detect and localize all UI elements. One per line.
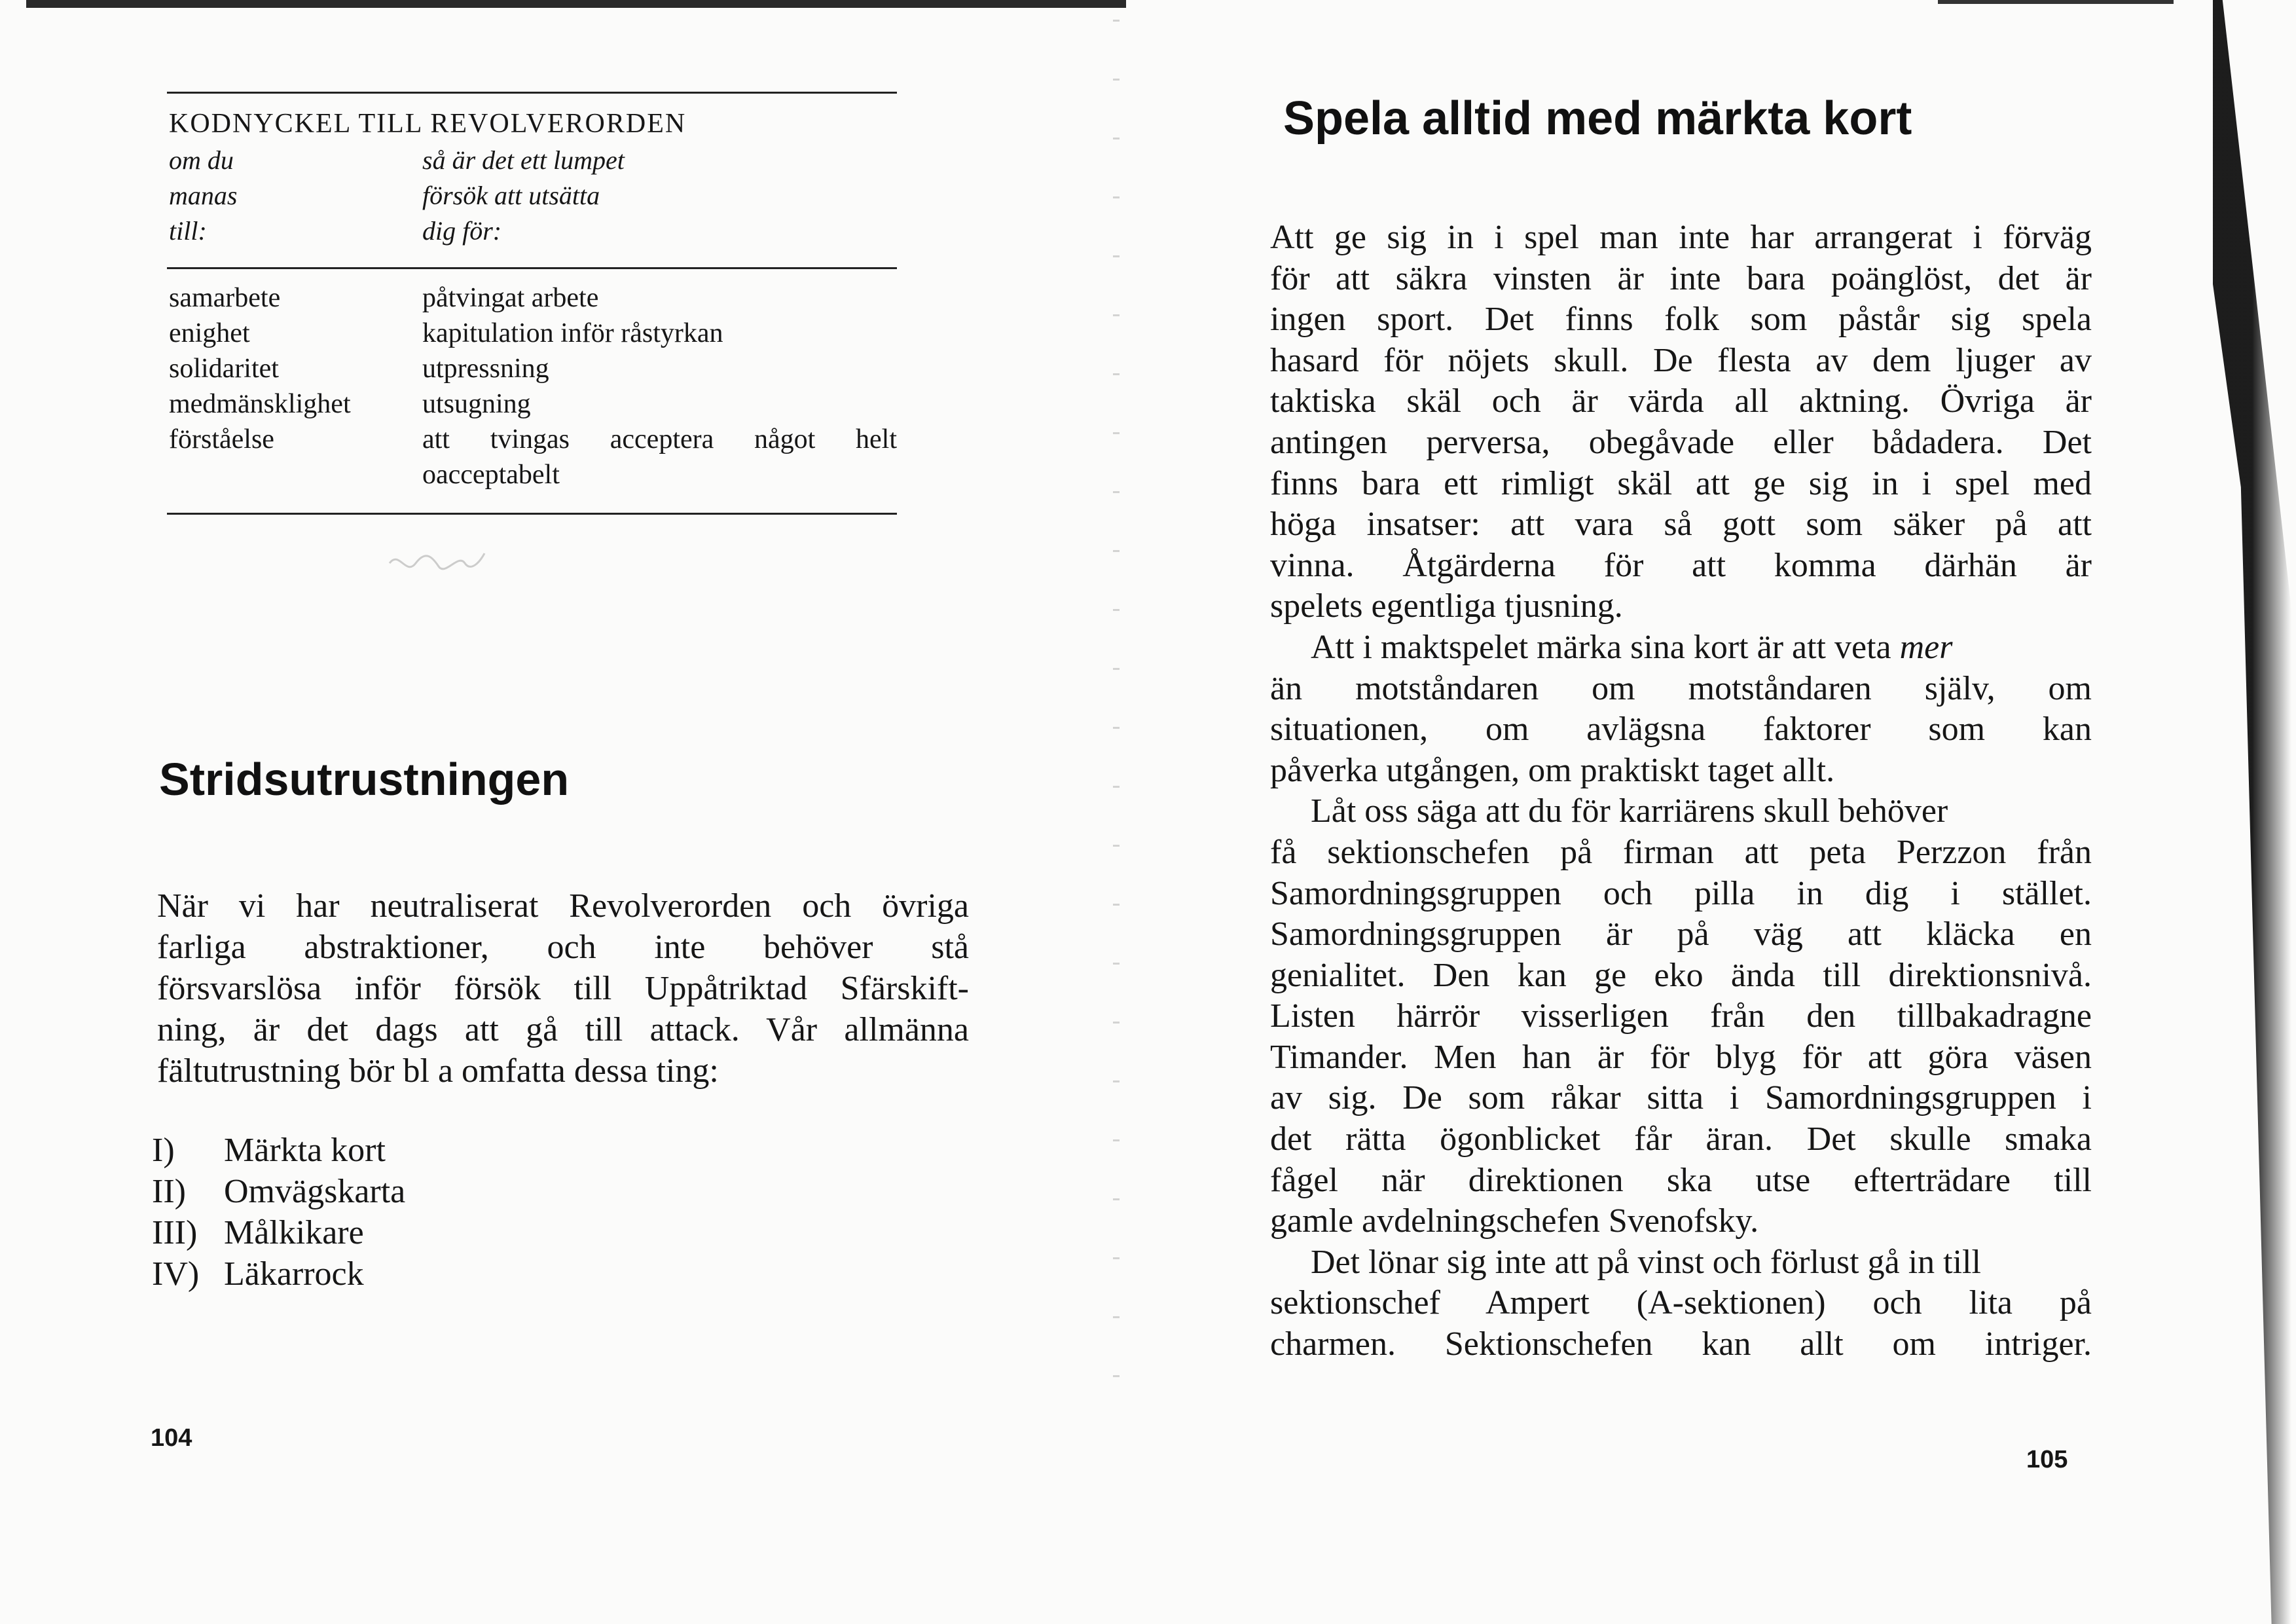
page-number-left: 104: [151, 1424, 192, 1452]
text-line: taktiska skäl och är värda all aktning. Övriga är: [1270, 382, 2092, 420]
list-number: I): [152, 1132, 175, 1169]
header-cell: till:: [169, 216, 207, 246]
table-cell: solidaritet: [169, 354, 279, 384]
text-line: det rätta ögonblicket får äran. Det skulle smaka: [1270, 1120, 2092, 1158]
key-table-header-col2: [422, 143, 625, 249]
text-line: Det lönar sig inte att på vinst och förlust gå in till: [1311, 1243, 1981, 1281]
intro-paragraph: [157, 885, 969, 1092]
text-line: sektionschef Ampert (A-sektionen) och lita på: [1270, 1284, 2092, 1322]
text-line: fågel när direktionen ska utse efterträdare till: [1270, 1161, 2092, 1199]
table-rule-middle: [167, 267, 897, 269]
chapter-heading: Spela alltid med märkta kort: [1283, 92, 1912, 145]
text-line: situationen, om avlägsna faktorer som kan: [1270, 710, 2092, 748]
list-number: III): [152, 1214, 198, 1251]
table-cell: kapitulation inför råstyrkan: [422, 318, 723, 348]
text-span: Att i maktspelet märka sina kort är att veta: [1311, 628, 1891, 666]
table-rule-bottom: [167, 513, 897, 515]
key-table-title: KODNYCKEL TILL REVOLVERORDEN: [169, 109, 687, 139]
right-body-text: [1270, 217, 2092, 1365]
text-line: Att ge sig in i spel man inte har arrangerat i förväg: [1270, 219, 2092, 256]
table-cell: medmänsklighet: [169, 389, 351, 419]
text-line: finns bara ett rimligt skäl att ge sig in i spel med: [1270, 464, 2092, 502]
page-number-right: 105: [2026, 1446, 2068, 1473]
text-line: få sektionschefen på firman att peta Perzzon från: [1270, 833, 2092, 871]
header-cell: om du: [169, 145, 234, 175]
text-line: ingen sport. Det finns folk som påstår sig spela: [1270, 301, 2092, 339]
text-line: Samordningsgruppen och pilla in dig i stället.: [1270, 874, 2092, 912]
text-line: gamle avdelningschefen Svenofsky.: [1270, 1202, 1759, 1240]
header-cell: dig för:: [422, 216, 502, 246]
table-cell: att tvingas acceptera något helt: [422, 424, 897, 454]
table-cell: påtvingat arbete: [422, 283, 599, 313]
section-heading: Stridsutrustningen: [159, 754, 570, 805]
table-cell: utpressning: [422, 354, 549, 384]
text-line: fältutrustning bör bl a omfatta dessa ting:: [157, 1052, 719, 1090]
list-number: IV): [152, 1255, 200, 1293]
text-line: farliga abstraktioner, och inte behöver stå: [157, 929, 969, 966]
text-line: försvarslösa inför försök till Uppåtriktad Sfärskift-: [157, 970, 969, 1007]
text-line: [1270, 627, 2092, 669]
key-table-col1: [169, 280, 351, 457]
table-rule-top: [167, 92, 897, 94]
text-line: genialitet. Den kan ge eko ända till direktionsnivå.: [1270, 956, 2092, 994]
text-line: Listen härrör visserligen från den tillbakadragne: [1270, 997, 2092, 1035]
table-cell: samarbete: [169, 283, 281, 313]
text-line: spelets egentliga tjusning.: [1270, 587, 1623, 625]
key-table-col2: [422, 280, 897, 492]
text-line: När vi har neutraliserat Revolverorden och övriga: [157, 887, 969, 925]
text-line: än motståndaren om motståndaren själv, om: [1270, 669, 2092, 707]
scan-edge-top-right: [1938, 0, 2174, 4]
text-line: för att säkra vinsten är inte bara poänglöst, det är: [1270, 259, 2092, 297]
pencil-scribble: [386, 544, 491, 583]
header-cell: manas: [169, 181, 238, 210]
list-label: Läkarrock: [224, 1255, 364, 1293]
text-line: Timander. Men han är för blyg för att göra väsen: [1270, 1038, 2092, 1076]
text-line: Samordningsgruppen är på väg att kläcka en: [1270, 915, 2092, 953]
list-label: Märkta kort: [224, 1132, 386, 1169]
italic-word: mer: [1899, 628, 1953, 666]
binding-shadow: [2174, 0, 2296, 1624]
header-cell: försök att utsätta: [422, 181, 600, 210]
text-line: charmen. Sektionschefen kan allt om intriger.: [1270, 1325, 2092, 1363]
list-label: Omvägskarta: [224, 1173, 406, 1210]
key-table-header-col1: [169, 143, 237, 249]
text-line: ning, är det dags att gå till attack. Vår allmänna: [157, 1011, 969, 1048]
table-cell: enighet: [169, 318, 250, 348]
list-label: Målkikare: [224, 1214, 364, 1251]
text-line: Låt oss säga att du för karriärens skull behöver: [1311, 792, 1948, 830]
text-line: hasard för nöjets skull. De flesta av dem ljuger av: [1270, 341, 2092, 379]
text-line: påverka utgången, om praktiskt taget allt.: [1270, 751, 1835, 789]
text-line: antingen perversa, obegåvade eller bådadera. Det: [1270, 423, 2092, 461]
list-number: II): [152, 1173, 186, 1210]
table-cell: utsugning: [422, 389, 531, 419]
table-cell: oacceptabelt: [422, 460, 560, 490]
left-page: [0, 0, 1126, 1624]
header-cell: så är det ett lumpet: [422, 145, 625, 175]
table-cell: förståelse: [169, 424, 274, 454]
text-line: vinna. Åtgärderna för att komma därhän är: [1270, 546, 2092, 584]
text-line: av sig. De som råkar sitta i Samordningsgruppen i: [1270, 1079, 2092, 1117]
text-line: höga insatser: att vara så gott som säker på att: [1270, 506, 2092, 544]
